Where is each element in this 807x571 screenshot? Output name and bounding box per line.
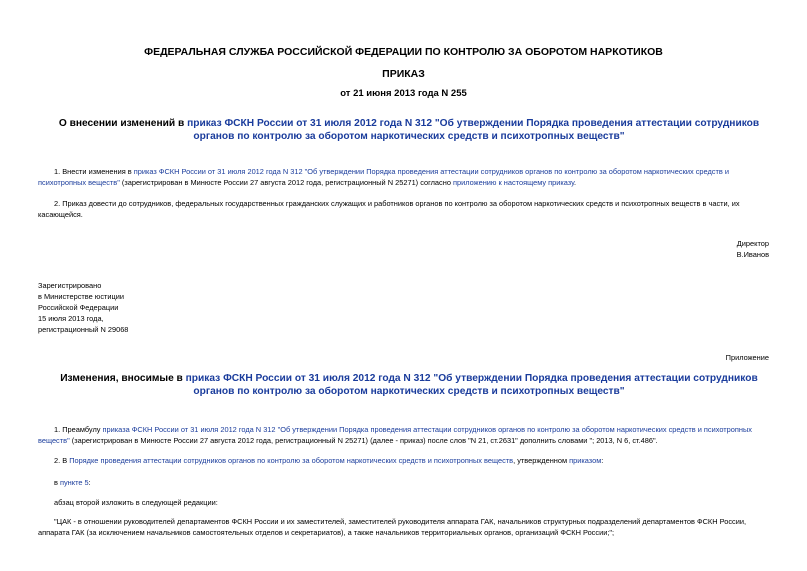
q2-suffix: : [601,456,604,465]
q3-prefix: в [54,478,60,487]
appendix-paragraph-2 [38,455,774,466]
registration-block [38,280,128,335]
document-type: ПРИКАЗ [382,68,425,80]
registration-line-1: Зарегистрировано [38,281,102,290]
signature-name: В.Иванов [736,250,769,259]
p1-prefix: 1. Внести изменения в [54,167,134,176]
p1-middle: (зарегистрирован в Минюсте России 27 августа 2012 года, регистрационный N 25271) согласно [119,178,453,187]
q1-prefix: 1. Преамбулу [54,425,103,434]
appendix-paragraph-5: "ЦАК - в отношении руководителей департаментов ФСКН России и их заместителей, заместителей руководителя аппарата ГАК, начальников структурных подразделений департаментов ФСКН России, аппарата ГАК (за исключением начальников самостоятельных отделов и секретариатов), а также начальников территориальных органов, организаций ФСКН России;"; [38,517,747,537]
registration-line-3: Российской Федерации [38,303,119,312]
registration-line-4: 15 июля 2013 года, [38,314,104,323]
paragraph-2: 2. Приказ довести до сотрудников, федеральных государственных гражданских служащих и работников органов по контролю за оборотом наркотических средств и психотропных веществ в части, их касающейся. [38,199,740,219]
q3-suffix: : [88,478,91,487]
registration-line-2: в Министерстве юстиции [38,292,125,301]
appendix-label: Приложение [725,353,769,362]
appendix-paragraph-3 [38,477,774,488]
appendix-paragraph-1 [38,424,774,446]
appendix-paragraph-4: абзац второй изложить в следующей редакции: [54,498,218,507]
q2-procedure-link[interactable]: Порядке проведения аттестации сотрудников органов по контролю за оборотом наркотических средств и психотропных веществ [69,456,514,465]
agency-name: ФЕДЕРАЛЬНАЯ СЛУЖБА РОССИЙСКОЙ ФЕДЕРАЦИИ ПО КОНТРОЛЮ ЗА ОБОРОТОМ НАРКОТИКОВ [144,46,663,58]
registration-line-5: регистрационный N 29068 [38,325,129,334]
q3-point-link[interactable]: пункте 5 [59,478,89,487]
title-prefix: О внесении изменений в [58,118,188,129]
paragraph-1 [38,166,774,188]
q2-prefix: 2. В [54,456,70,465]
signature-block [737,238,769,260]
signature-position: Директор [736,239,769,248]
p1-appendix-link[interactable]: приложению к настоящему приказу [452,178,575,187]
document-title [44,117,774,143]
q2-order-link[interactable]: приказом [569,456,602,465]
q2-middle: , утвержденном [513,456,570,465]
appendix-title [44,372,774,398]
title-order-link[interactable]: приказ ФСКН России от 31 июля 2012 года N 312 "Об утверждении Порядка проведения аттестации сотрудников органов по контролю за оборотом наркотических средств и психотропных веществ" [187,118,760,142]
p1-order-link[interactable]: приказ ФСКН России от 31 июля 2012 года N 312 "Об утверждении Порядка проведения аттестации сотрудников органов по контролю за оборотом наркотических средств и психотропных веществ" [38,167,729,187]
document-date: от 21 июня 2013 года N 255 [340,88,467,99]
q1-order-link[interactable]: приказа ФСКН России от 31 июля 2012 года N 312 "Об утверждении Порядка проведения аттестации сотрудников органов по контролю за оборотом наркотических средств и психотропных веществ" [38,425,752,445]
q1-suffix: (зарегистрирован в Минюсте России 27 августа 2012 года, регистрационный N 25271) (далее - приказ) после слов "N 21, ст.2631" дополнить словами "; 2013, N 6, ст.486". [69,436,658,445]
appendix-title-prefix: Изменения, вносимые в [60,373,186,384]
p1-suffix: . [574,178,577,187]
appendix-title-link[interactable]: приказ ФСКН России от 31 июля 2012 года N 312 "Об утверждении Порядка проведения аттестации сотрудников органов по контролю за оборотом наркотических средств и психотропных веществ" [185,373,758,397]
